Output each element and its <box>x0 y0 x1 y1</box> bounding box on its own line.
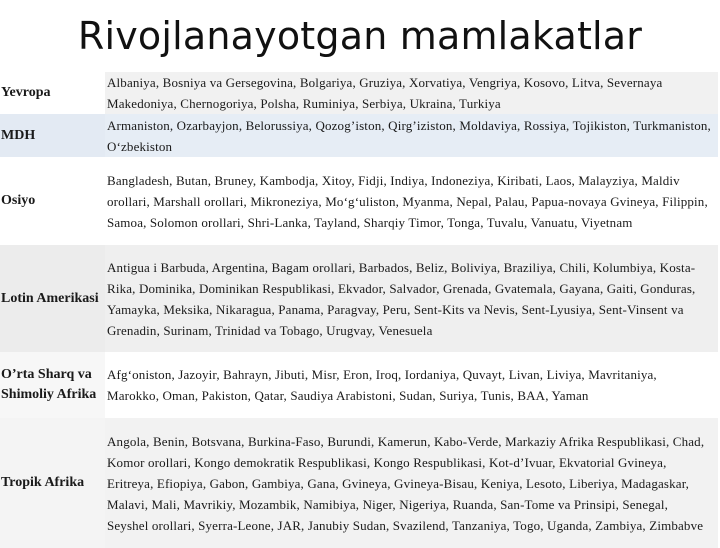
region-name: Lotin Amerikasi <box>0 245 105 352</box>
region-name: Osiyo <box>0 157 105 245</box>
region-name: MDH <box>0 114 105 157</box>
table-row <box>0 245 718 352</box>
table-row <box>0 157 718 245</box>
country-list: Antigua i Barbuda, Argentina, Bagam orollari, Barbados, Beliz, Boliviya, Braziliya, Chili, Kolumbiya, Kosta-Rika, Dominika, Dominikan Respublikasi, Ekvador, Salvador, Grenada, Gvatemala, Gayana, Gaiti, Gonduras, Yamayka, Meksika, Nikaragua, Panama, Paragvay, Peru, Sent-Kits va Nevis, Sent-Lyusiya, Sent-Vinsent va Grenadin, Surinam, Trinidad va Tobago, Urugvay, Venesuela <box>105 245 718 352</box>
table-row <box>0 352 718 418</box>
country-list: Angola, Benin, Botsvana, Burkina-Faso, Burundi, Kamerun, Kabo-Verde, Markaziy Afrika Respublikasi, Chad, Komor orollari, Kongo demokratik Respublikasi, Kongo Respublikasi, Kot-d’Ivuar, Ekvatorial Gvineya, Eritreya, Efiopiya, Gabon, Gambiya, Gana, Gvineya, Gvineya-Bisau, Keniya, Lesoto, Liberiya, Madagaskar, Malavi, Mali, Mavrikiy, Mozambik, Namibiya, Niger, Nigeriya, Ruanda, San-Tome va Prinsipi, Senegal, Seyshel orollari, Syerra-Leone, JAR, Janubiy Sudan, Svazilend, Tanzaniya, Togo, Uganda, Zambiya, Zimbabve <box>105 418 718 548</box>
table-row <box>0 114 718 157</box>
region-name: O’rta Sharq va Shimoliy Afrika <box>0 352 105 418</box>
region-name: Tropik Afrika <box>0 418 105 548</box>
country-list: Albaniya, Bosniya va Gersegovina, Bolgariya, Gruziya, Xorvatiya, Vengriya, Kosovo, Litva, Severnaya Makedoniya, Chernogoriya, Polsha, Ruminiya, Serbiya, Ukraina, Turkiya <box>105 72 718 114</box>
table-row <box>0 72 718 114</box>
table-row <box>0 418 718 548</box>
regions-table <box>0 72 718 548</box>
country-list: Armaniston, Ozarbayjon, Belorussiya, Qozog’iston, Qirg’iziston, Moldaviya, Rossiya, Tojikiston, Turkmaniston, O‘zbekiston <box>105 114 718 157</box>
page-title: Rivojlanayotgan mamlakatlar <box>77 14 643 58</box>
region-name: Yevropa <box>0 72 105 114</box>
country-list: Bangladesh, Butan, Bruney, Kambodja, Xitoy, Fidji, Indiya, Indoneziya, Kiribati, Laos, Malayziya, Maldiv orollari, Marshall orollari, Mikroneziya, Mo‘g‘uliston, Myanma, Nepal, Palau, Papua-novaya Gvineya, Filippin, Samoa, Solomon orollari, Shri-Lanka, Tayland, Sharqiy Timor, Tonga, Tuvalu, Vanuatu, Viyetnam <box>105 157 718 245</box>
country-list: Afg‘oniston, Jazoyir, Bahrayn, Jibuti, Misr, Eron, Iroq, Iordaniya, Quvayt, Livan, Liviya, Mavritaniya, Marokko, Oman, Pakiston, Qatar, Saudiya Arabistoni, Sudan, Suriya, Tunis, BAA, Yaman <box>105 352 718 418</box>
